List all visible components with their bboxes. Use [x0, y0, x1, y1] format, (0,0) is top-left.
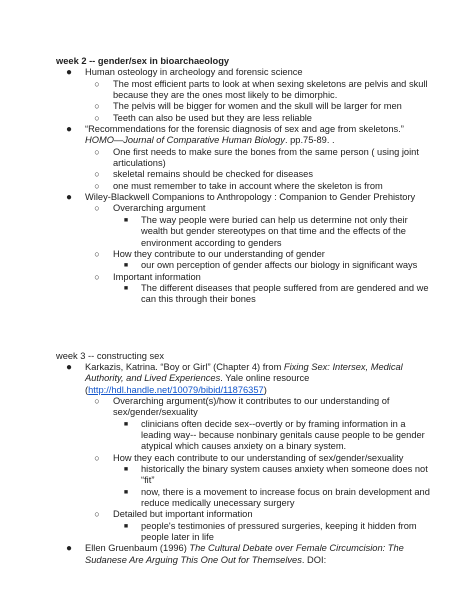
- bullet-marker: ●: [65, 192, 73, 204]
- citation-text: “Recommendations for the forensic diagnosis of sex and age from skeletons.”: [85, 124, 404, 135]
- sub-sub-list: [113, 464, 430, 509]
- list-item: [56, 67, 430, 124]
- item-text: Human osteology in archeology and forensic science: [85, 67, 303, 78]
- list-item: [113, 283, 430, 306]
- item-text: Overarching argument(s)/how it contributes to our understanding of sex/gender/sexuality: [113, 395, 390, 418]
- item-text: One first needs to make sure the bones from the same person ( using joint articulations): [113, 146, 419, 169]
- article-title: The Cultural Debate over Female Circumcision: The Sudanese Are Arguing This One Out for Themselves: [85, 543, 404, 565]
- bullet-marker: ■: [123, 262, 129, 270]
- bullet-marker: ■: [123, 466, 129, 473]
- bullet-marker: ○: [94, 169, 100, 180]
- bullet-marker: ■: [123, 420, 129, 428]
- sub-sub-list: [113, 419, 430, 453]
- sub-list: [84, 203, 430, 305]
- item-text: skeletal remains should be checked for diseases: [113, 169, 313, 180]
- item-text: How they contribute to our understanding of gender: [113, 248, 325, 259]
- week3-heading: week 3 -- constructing sex: [56, 350, 164, 361]
- bullet-marker: ○: [94, 112, 100, 123]
- item-text: The most efficient parts to look at when sexing skeletons are pelvis and skull because they are the ones most likely to be dimorphic.: [113, 78, 428, 101]
- list-item: [84, 272, 430, 306]
- citation-text: Karkazis, Katrina. “Boy or Girl” (Chapter 4) from: [85, 361, 284, 372]
- list-item: [56, 362, 430, 544]
- bullet-marker: ○: [94, 395, 100, 406]
- sub-sub-list: [113, 283, 430, 306]
- list-item: [84, 203, 430, 248]
- list-item: [56, 192, 430, 305]
- document-content: [56, 56, 430, 566]
- bullet-marker: ■: [123, 284, 129, 292]
- bullet-marker: ■: [123, 216, 129, 224]
- bullet-marker: ■: [123, 488, 129, 496]
- list-item: [84, 249, 430, 272]
- sub-sub-list: [113, 260, 430, 271]
- item-text: now, there is a movement to increase focus on brain development and reduce medically unecessary surgery: [141, 486, 430, 509]
- sub-sub-list: [113, 215, 430, 249]
- item-text: people's testimonies of pressured surgeries, keeping it hidden from people later in life: [141, 520, 417, 543]
- citation-text: Ellen Gruenbaum (1996): [85, 543, 190, 554]
- list-item: [56, 124, 430, 192]
- item-text: How they each contribute to our understanding of sex/gender/sexuality: [113, 452, 404, 463]
- item-text: The different diseases that people suffered from are gendered and we can this through their bones: [141, 282, 429, 305]
- list-item: [113, 260, 430, 271]
- list-item: [84, 79, 430, 102]
- list-item: [84, 181, 430, 192]
- item-text: Wiley-Blackwell Companions to Anthropology : Companion to Gender Prehistory: [85, 192, 416, 203]
- list-item: [113, 419, 430, 453]
- resource-link[interactable]: http://hdl.handle.net/10079/bibid/11876357: [88, 384, 264, 395]
- item-text: Detailed but important information: [113, 509, 253, 520]
- item-text: historically the binary system causes anxiety when someone does not “fit”: [141, 464, 428, 486]
- item-text: The way people were buried can help us determine not only their wealth but gender stereotypes on that time and the effects of the environment according to genders: [141, 214, 408, 248]
- bullet-marker: ●: [65, 361, 73, 373]
- sub-list: [84, 396, 430, 543]
- item-text: The pelvis will be bigger for women and the skull will be larger for men: [113, 101, 402, 112]
- sub-list: [84, 147, 430, 192]
- item-text: Teeth can also be used but they are less reliable: [113, 112, 312, 123]
- list-item: [84, 509, 430, 543]
- list-item: [84, 113, 430, 124]
- item-text: Overarching argument: [113, 203, 206, 214]
- sub-list: [84, 79, 430, 124]
- book-title: Fixing Sex: Intersex, Medical Authority, and Lived Experiences: [85, 361, 403, 384]
- week3-section: [56, 351, 430, 567]
- bullet-marker: ○: [94, 248, 100, 259]
- citation-close: ): [263, 384, 267, 395]
- list-item: [56, 543, 430, 566]
- bullet-marker: ○: [94, 271, 100, 282]
- list-item: [84, 101, 430, 112]
- bullet-marker: ○: [94, 509, 100, 520]
- list-item: [84, 169, 430, 180]
- week3-list: [56, 362, 430, 566]
- item-text: Important information: [113, 271, 201, 282]
- bullet-marker: ○: [94, 203, 100, 214]
- citation-doi: . DOI:: [301, 554, 327, 565]
- item-text: clinicians often decide sex--overtly or by framing information in a leading way-- because nonbinary genitals cause people to be gender atypical which causes anxiety on a binary system.: [141, 418, 425, 452]
- journal-title: HOMO—Journal of Comparative Human Biology: [85, 135, 285, 146]
- citation-source: . Yale online resource (: [85, 373, 310, 395]
- list-item: [113, 487, 430, 510]
- list-item: [113, 521, 430, 544]
- item-text: our own perception of gender affects our biology in significant ways: [141, 260, 418, 271]
- list-item: [113, 215, 430, 249]
- list-item: [84, 396, 430, 453]
- bullet-marker: ○: [94, 452, 100, 463]
- section-spacer: [56, 306, 430, 351]
- bullet-marker: ○: [94, 180, 100, 191]
- week2-list: [56, 67, 430, 305]
- bullet-marker: ●: [65, 124, 73, 136]
- bullet-marker: ●: [65, 67, 73, 79]
- bullet-marker: ○: [94, 101, 100, 112]
- sub-sub-list: [113, 521, 430, 544]
- bullet-marker: ○: [94, 78, 100, 89]
- list-item: [113, 464, 430, 487]
- bullet-marker: ■: [123, 522, 129, 530]
- citation-pages: . pp.75-89. .: [284, 135, 335, 146]
- week2-section: [56, 56, 430, 306]
- week2-heading: week 2 -- gender/sex in bioarchaeology: [56, 56, 230, 66]
- bullet-marker: ○: [94, 146, 100, 157]
- list-item: [84, 147, 430, 170]
- bullet-marker: ●: [65, 543, 73, 555]
- list-item: [84, 453, 430, 510]
- item-text: one must remember to take in account where the skeleton is from: [113, 180, 383, 191]
